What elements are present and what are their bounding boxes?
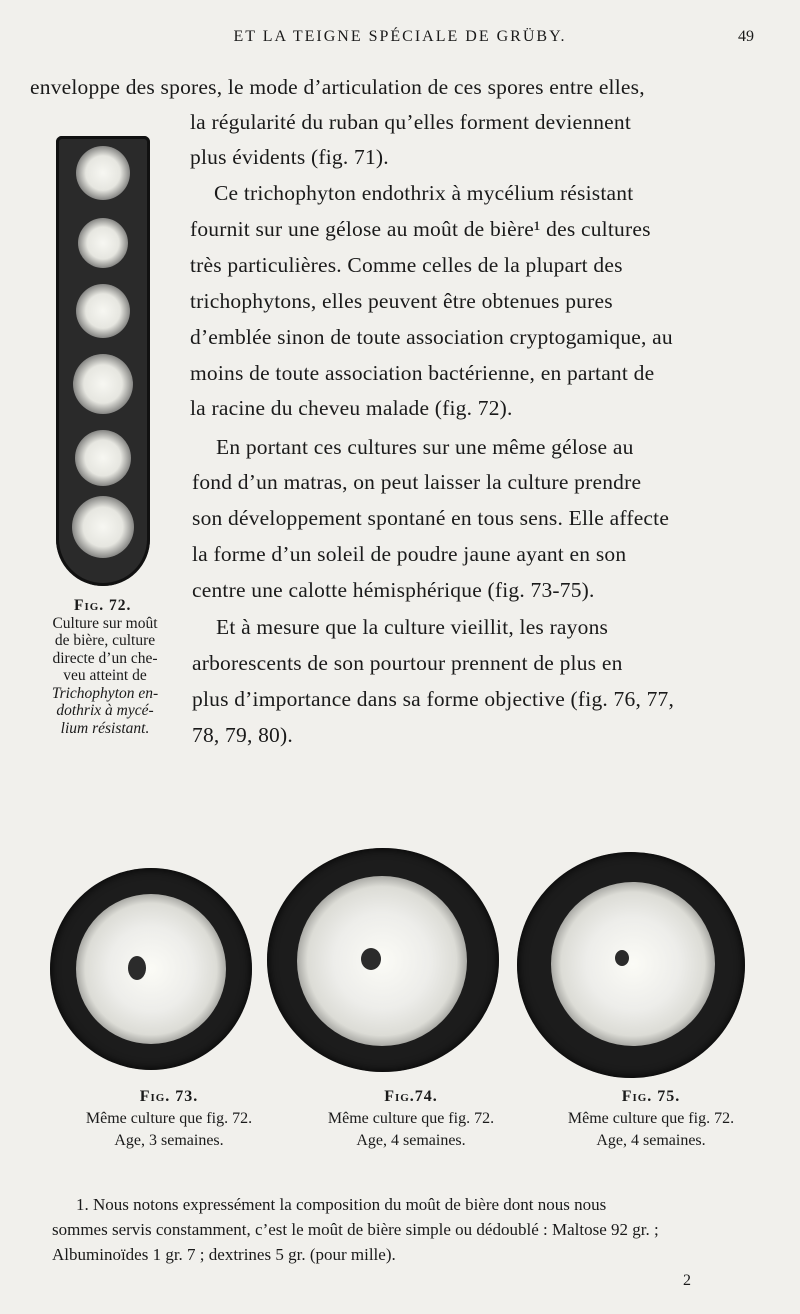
fig72-caption-line: dothrix à mycé- xyxy=(56,702,154,719)
page-header xyxy=(0,28,800,52)
petri-dish-fig74 xyxy=(267,848,499,1072)
plate-colony xyxy=(76,894,226,1044)
fig73-caption-line: Age, 3 semaines. xyxy=(114,1132,224,1149)
fig75-label: Fig. 75. xyxy=(621,1088,681,1105)
body-line: la forme d’un soleil de poudre jaune ayant en son xyxy=(192,542,627,566)
fig73-caption xyxy=(56,1086,282,1152)
test-tube-culture-image xyxy=(56,136,150,586)
body-line: 78, 79, 80). xyxy=(192,723,293,747)
fig72-caption xyxy=(30,597,180,737)
body-line: fond d’un matras, on peut laisser la culture prendre xyxy=(192,470,642,494)
body-line: moins de toute association bactérienne, en partant de xyxy=(190,361,655,385)
body-line: En portant ces cultures sur une même gélose au xyxy=(216,435,634,459)
fig75-caption-line: Age, 4 semaines. xyxy=(596,1132,706,1149)
colony xyxy=(73,354,133,414)
fig72-label: Fig. 72. xyxy=(74,597,132,614)
body-line: la racine du cheveu malade (fig. 72). xyxy=(190,396,513,420)
fig72-caption-line: de bière, culture xyxy=(54,632,156,649)
colony xyxy=(72,496,134,558)
plate-colony-center xyxy=(128,956,146,980)
footnote-line: 1. Nous notons expressément la composition du moût de bière dont nous nous xyxy=(76,1195,607,1214)
fig72-caption-line: directe d’un che- xyxy=(52,649,158,667)
colony xyxy=(76,146,130,200)
body-line: d’emblée sinon de toute association cryptogamique, au xyxy=(190,325,673,349)
body-line: plus d’importance dans sa forme objective (fig. 76, 77, xyxy=(192,687,675,711)
body-line: arborescents de son pourtour prennent de plus en xyxy=(192,651,623,675)
fig72-caption-line: lium résistant. xyxy=(60,719,150,737)
body-line: fournit sur une gélose au moût de bière¹ des cultures xyxy=(190,217,651,241)
running-title: ET LA TEIGNE SPÉCIALE DE GRÜBY. xyxy=(233,28,567,45)
body-line: centre une calotte hémisphérique (fig. 73-75). xyxy=(192,578,595,602)
plate-colony-center xyxy=(615,950,629,966)
body-line: plus évidents (fig. 71). xyxy=(190,145,389,169)
colony xyxy=(78,218,128,268)
colony xyxy=(75,430,131,486)
body-line: son développement spontané en tous sens. Elle affecte xyxy=(192,506,670,530)
footnote-line: Albuminoïdes 1 gr. 7 ; dextrines 5 gr. (pour mille). xyxy=(52,1245,396,1264)
body-line: la régularité du ruban qu’elles forment deviennent xyxy=(190,110,632,134)
petri-dish-fig75 xyxy=(517,852,745,1078)
body-line: enveloppe des spores, le mode d’articulation de ces spores entre elles, xyxy=(30,75,645,99)
fig72-caption-line: veu atteint de xyxy=(63,667,147,684)
plate-colony xyxy=(551,882,715,1046)
footnote-line: sommes servis constamment, c’est le moût de bière simple ou dédoublé : Maltose 92 gr. ; xyxy=(52,1220,659,1239)
fig75-caption-line: Même culture que fig. 72. xyxy=(567,1110,735,1127)
petri-dish-fig73 xyxy=(50,868,252,1070)
fig74-label: Fig.74. xyxy=(384,1088,438,1105)
fig74-caption xyxy=(298,1086,524,1152)
body-line: trichophytons, elles peuvent être obtenues pures xyxy=(190,289,613,313)
fig72-caption-line: Trichophyton en- xyxy=(51,684,159,702)
plate-colony-center xyxy=(361,948,381,970)
signature-mark: 2 xyxy=(683,1272,691,1289)
page-number: 49 xyxy=(738,28,754,45)
fig74-caption-line: Même culture que fig. 72. xyxy=(327,1110,495,1127)
body-line: Ce trichophyton endothrix à mycélium résistant xyxy=(214,181,634,205)
fig73-caption-line: Même culture que fig. 72. xyxy=(85,1110,253,1127)
fig75-caption xyxy=(538,1086,764,1152)
plate-colony xyxy=(297,876,467,1046)
fig72-caption-line: Culture sur moût xyxy=(52,614,158,632)
body-line: Et à mesure que la culture vieillit, les rayons xyxy=(216,615,609,639)
body-line: très particulières. Comme celles de la plupart des xyxy=(190,253,623,277)
colony xyxy=(76,284,130,338)
fig73-label: Fig. 73. xyxy=(139,1088,199,1105)
fig74-caption-line: Age, 4 semaines. xyxy=(356,1132,466,1149)
